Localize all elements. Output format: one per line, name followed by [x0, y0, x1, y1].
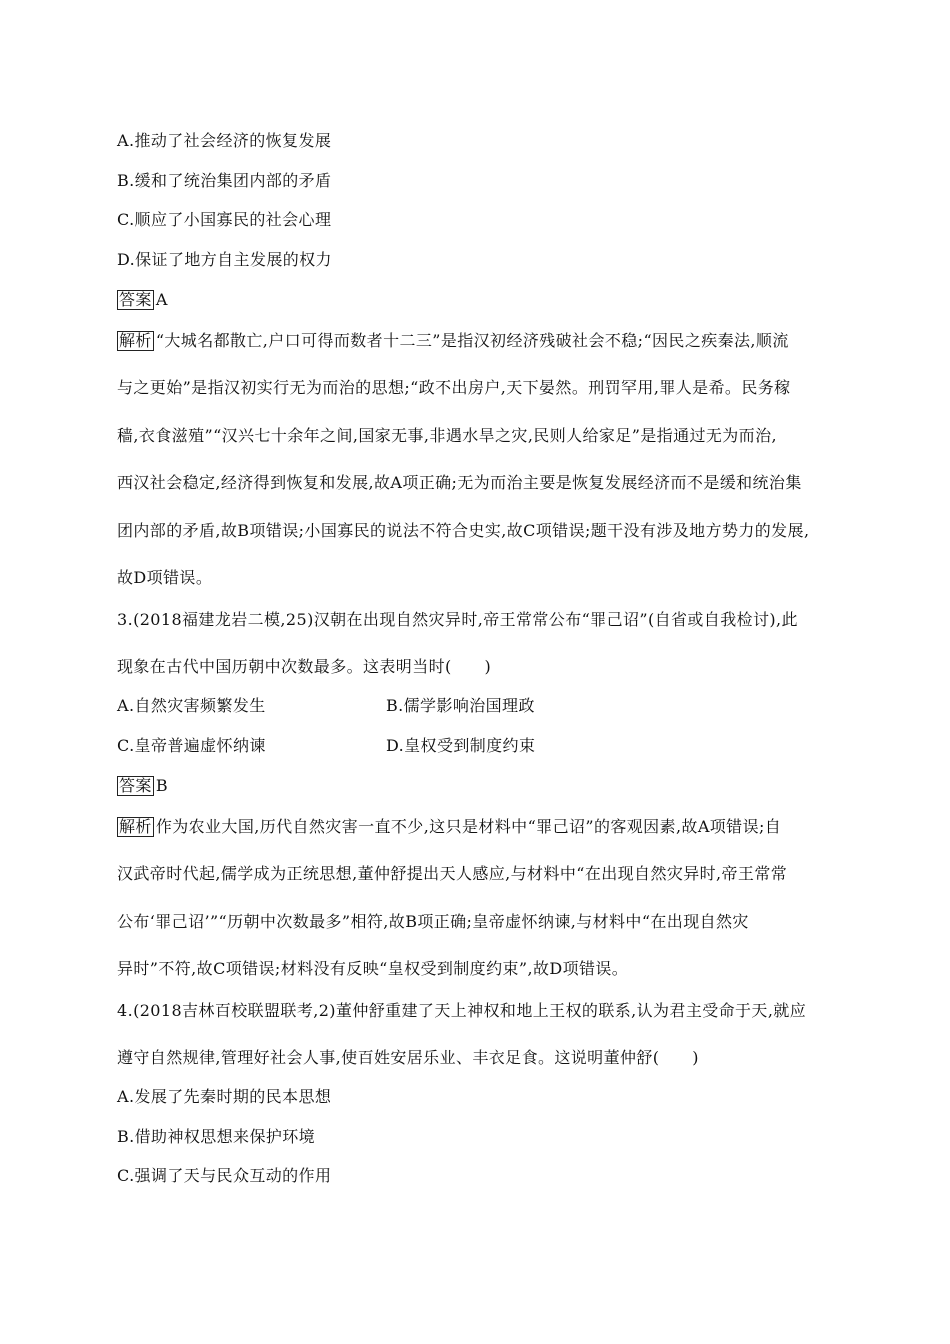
q3-analysis-line — [117, 817, 781, 837]
q3-option-c: C.皇帝普遍虚怀纳谏 — [117, 736, 266, 755]
q2-answer — [117, 290, 168, 310]
q2-analysis-line: 与之更始”是指汉初实行无为而治的思想;“政不出房户,天下晏然。刑罚罕用,罪人是希。民务稼 — [117, 378, 791, 397]
q2-analysis-line: 西汉社会稳定,经济得到恢复和发展,故A项正确;无为而治主要是恢复发展经济而不是缓和统治集 — [117, 473, 802, 492]
q4-stem-line: 4.(2018吉林百校联盟联考,2)董仲舒重建了天上神权和地上王权的联系,认为君主受命于天,就应 — [117, 1001, 807, 1020]
answer-tag: 答案 — [119, 290, 152, 309]
q3-option-b: B.儒学影响治国理政 — [386, 696, 535, 715]
q3-analysis-line: 异时”不符,故C项错误;材料没有反映“皇权受到制度约束”,故D项错误。 — [117, 959, 629, 978]
q3-analysis-line: 公布‘罪己诏’”“历朝中次数最多”相符,故B项正确;皇帝虚怀纳谏,与材料中“在出现自然灾 — [117, 912, 749, 931]
analysis-text: “大城名都散亡,户口可得而数者十二三”是指汉初经济残破社会不稳;“因民之疾秦法,顺流 — [155, 331, 789, 350]
analysis-tag: 解析 — [119, 817, 152, 836]
q2-analysis-line: 穑,衣食滋殖”“汉兴七十余年之间,国家无事,非遇水旱之灾,民则人给家足”是指通过无为而治, — [117, 426, 777, 445]
q2-option-c: C.顺应了小国寡民的社会心理 — [117, 210, 332, 229]
q2-analysis-line: 故D项错误。 — [117, 568, 213, 587]
answer-value: A — [155, 290, 168, 309]
q3-stem-line: 3.(2018福建龙岩二模,25)汉朝在出现自然灾异时,帝王常常公布“罪己诏”(自省或自我检讨),此 — [117, 610, 798, 629]
answer-tag: 答案 — [119, 776, 152, 795]
q3-option-a: A.自然灾害频繁发生 — [117, 696, 266, 715]
q2-analysis-line: 团内部的矛盾,故B项错误;小国寡民的说法不符合史实,故C项错误;题干没有涉及地方势力的发展, — [117, 521, 810, 540]
q2-analysis-line — [117, 331, 789, 351]
q3-answer — [117, 776, 168, 796]
q4-stem-line: 遵守自然规律,管理好社会人事,使百姓安居乐业、丰衣足食。这说明董仲舒( ) — [117, 1048, 699, 1067]
analysis-tag: 解析 — [119, 331, 152, 350]
q4-option-b: B.借助神权思想来保护环境 — [117, 1127, 316, 1146]
analysis-text: 作为农业大国,历代自然灾害一直不少,这只是材料中“罪己诏”的客观因素,故A项错误;自 — [155, 817, 782, 836]
q4-option-a: A.发展了先秦时期的民本思想 — [117, 1087, 332, 1106]
q2-option-d: D.保证了地方自主发展的权力 — [117, 250, 332, 269]
answer-value: B — [155, 776, 168, 795]
q4-option-c: C.强调了天与民众互动的作用 — [117, 1166, 332, 1185]
q2-option-b: B.缓和了统治集团内部的矛盾 — [117, 171, 332, 190]
q3-option-d: D.皇权受到制度约束 — [386, 736, 536, 755]
q3-analysis-line: 汉武帝时代起,儒学成为正统思想,董仲舒提出天人感应,与材料中“在出现自然灾异时,帝王常常 — [117, 864, 788, 883]
q3-stem-line: 现象在古代中国历朝中次数最多。这表明当时( ) — [117, 657, 492, 676]
q2-option-a: A.推动了社会经济的恢复发展 — [117, 131, 332, 150]
